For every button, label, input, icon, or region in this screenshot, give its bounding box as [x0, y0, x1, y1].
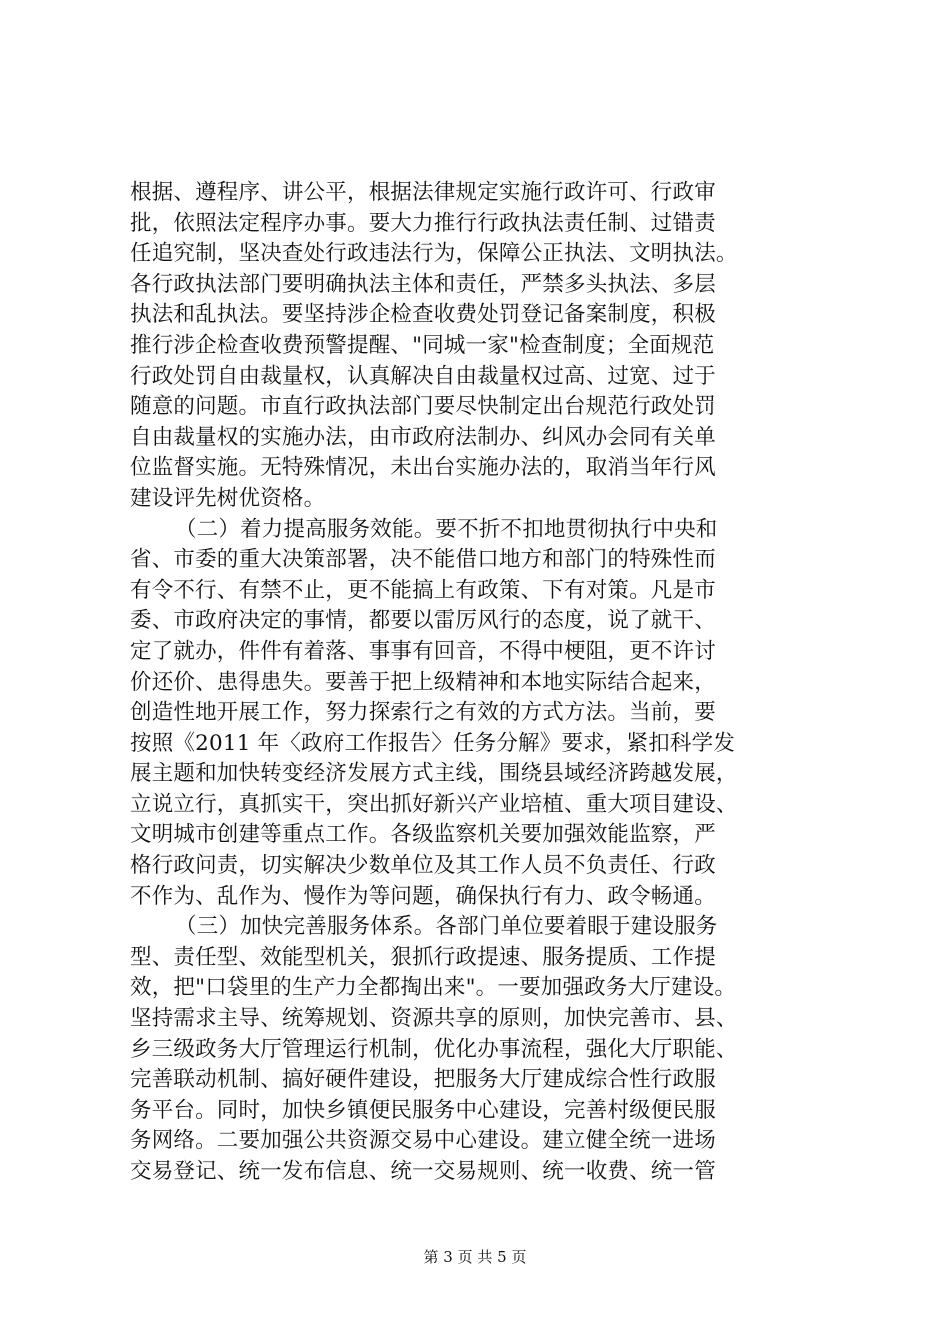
- text-line: 根据、遵程序、讲公平，根据法律规定实施行政许可、行政审: [130, 180, 716, 205]
- text-line: 务网络。二要加强公共资源交易中心建设。建立健全统一进场: [130, 1128, 716, 1154]
- text-line: 效，把"口袋里的生产力全都掏出来"。一要加强政务大厅建设。: [130, 975, 737, 1001]
- text-line: 委、市政府决定的事情，都要以雷厉风行的态度，说了就干、: [130, 608, 716, 634]
- text-line: 行政处罚自由裁量权，认真解决自由裁量权过高、过宽、过于: [130, 363, 716, 389]
- text-line: 不作为、乱作为、慢作为等问题，确保执行有力、政令畅通。: [130, 883, 716, 909]
- text-line: 随意的问题。市直行政执法部门要尽快制定出台规范行政处罚: [130, 394, 716, 420]
- page-number-footer: 第 3 页 共 5 页: [423, 1248, 527, 1266]
- text-line: 型、责任型、效能型机关，狠抓行政提速、服务提质、工作提: [130, 944, 716, 970]
- text-line: 定了就办，件件有着落、事事有回音，不得中梗阻，更不许讨: [130, 638, 716, 664]
- text-line: 务平台。同时，加快乡镇便民服务中心建设，完善村级便民服: [130, 1097, 716, 1123]
- text-line: 创造性地开展工作，努力探索行之有效的方式方法。当前，要: [130, 700, 716, 726]
- text-line: 建设评先树优资格。: [130, 485, 326, 511]
- text-line: 自由裁量权的实施办法，由市政府法制办、纠风办会同有关单: [130, 424, 716, 450]
- document-body: [130, 178, 850, 1188]
- text-line: 展主题和加快转变经济发展方式主线，围绕县域经济跨越发展，: [130, 761, 738, 787]
- text-line: 坚持需求主导、统筹规划、资源共享的原则，加快完善市、县、: [130, 1006, 738, 1032]
- text-line: 批，依照法定程序办事。要大力推行行政执法责任制、过错责: [130, 210, 716, 236]
- text-line: 交易登记、统一发布信息、统一交易规则、统一收费、统一管: [130, 1159, 716, 1184]
- text-line: 推行涉企检查收费预警提醒、"同城一家"检查制度；全面规范: [130, 332, 715, 358]
- text-line: 省、市委的重大决策部署，决不能借口地方和部门的特殊性而: [130, 547, 716, 573]
- text-line: 立说立行，真抓实干，突出抓好新兴产业培植、重大项目建设、: [130, 791, 738, 817]
- text-line: 有令不行、有禁不止，更不能搞上有政策、下有对策。凡是市: [130, 577, 716, 603]
- section-two-heading-line: （二）着力提高服务效能。要不折不扣地贯彻执行中央和: [175, 516, 718, 542]
- text-line: 价还价、患得患失。要善于把上级精神和本地实际结合起来，: [130, 669, 716, 695]
- text-line: 完善联动机制、搞好硬件建设，把服务大厅建成综合性行政服: [130, 1067, 716, 1093]
- text-line: 各行政执法部门要明确执法主体和责任，严禁多头执法、多层: [130, 271, 716, 297]
- text-line: 任追究制，坚决查处行政违法行为，保障公正执法、文明执法。: [130, 241, 738, 267]
- section-three-heading-line: （三）加快完善服务体系。各部门单位要着眼于建设服务: [175, 914, 718, 940]
- text-line: 乡三级政务大厅管理运行机制，优化办事流程，强化大厅职能、: [130, 1036, 738, 1062]
- text-line: 文明城市创建等重点工作。各级监察机关要加强效能监察，严: [130, 822, 716, 848]
- text-line: 按照《2011 年〈政府工作报告〉任务分解》要求，紧扣科学发: [130, 730, 736, 756]
- text-line: 格行政问责，切实解决少数单位及其工作人员不负责任、行政: [130, 853, 716, 879]
- text-line: 位监督实施。无特殊情况，未出台实施办法的，取消当年行风: [130, 455, 716, 481]
- text-line: 执法和乱执法。要坚持涉企检查收费处罚登记备案制度，积极: [130, 302, 716, 328]
